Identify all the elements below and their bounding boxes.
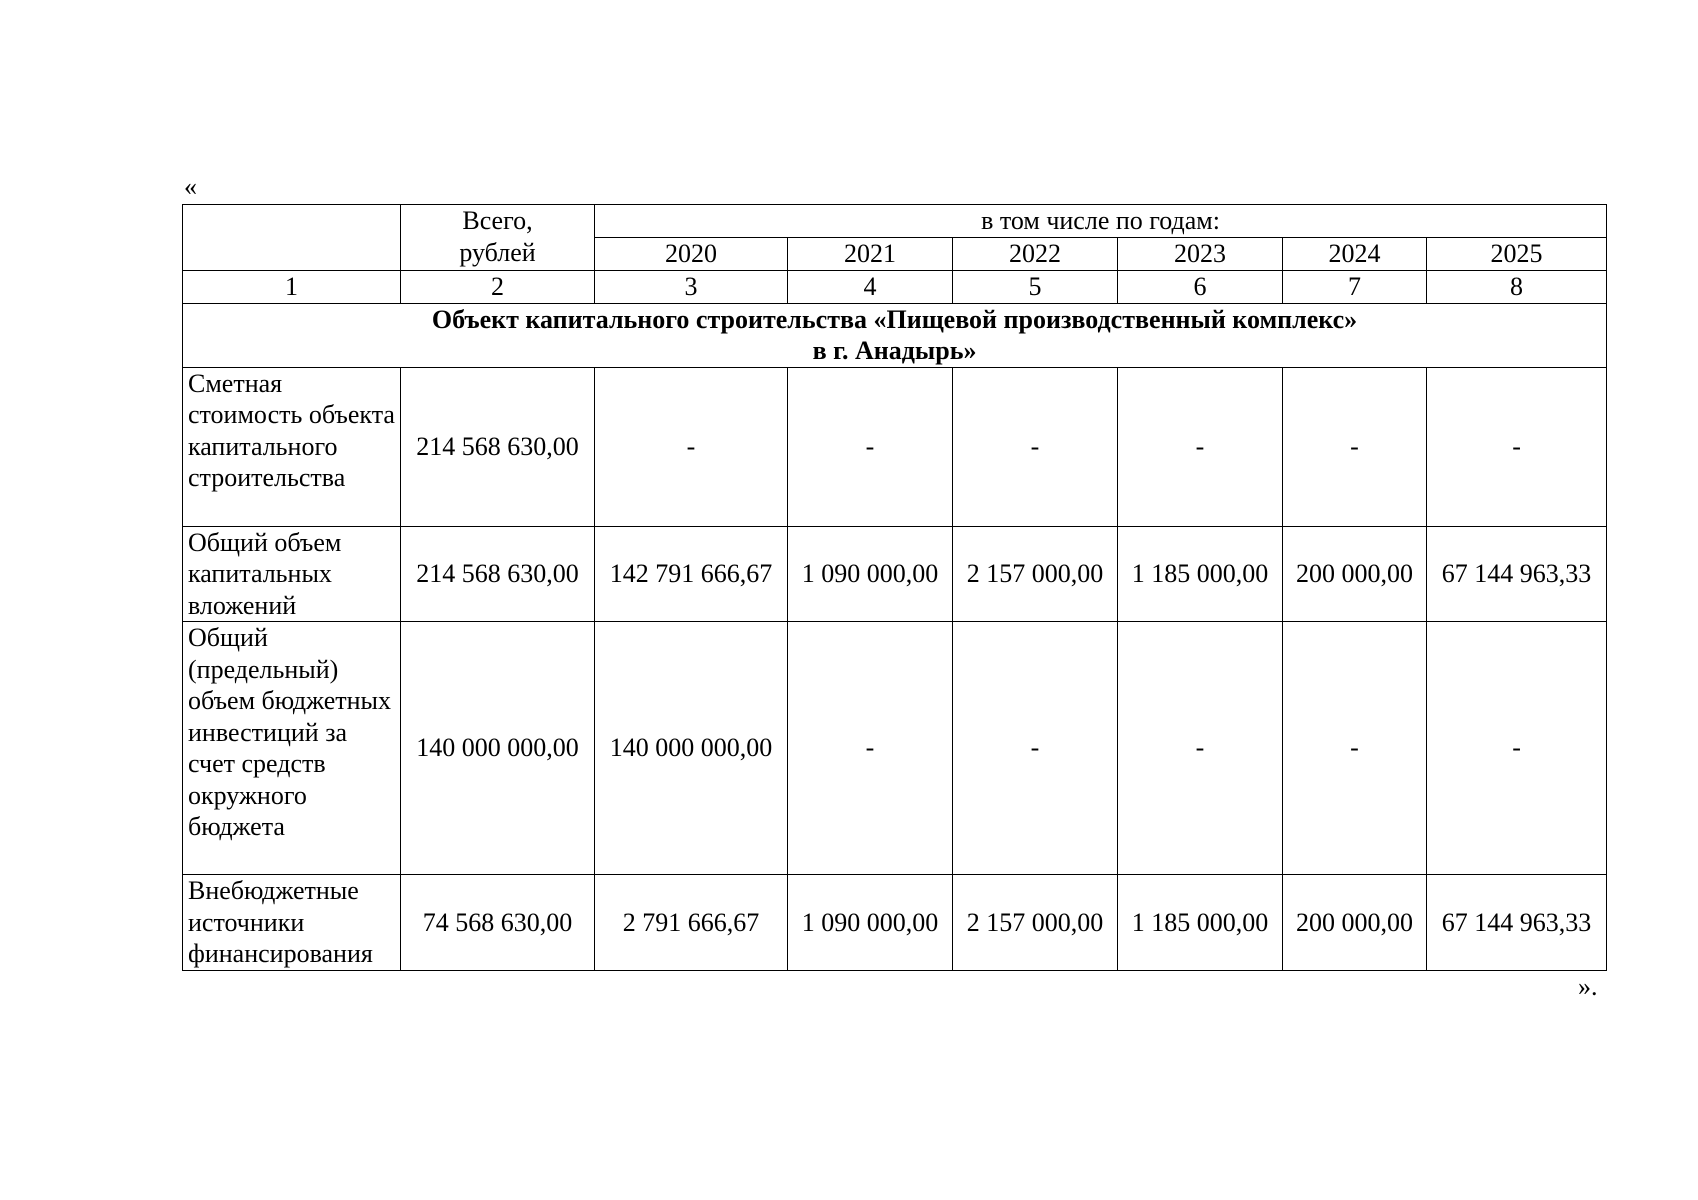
row-value-2020: 142 791 666,67 [595, 526, 788, 622]
header-year-2020: 2020 [595, 238, 788, 271]
table-row [183, 526, 1607, 622]
row-label: Общий (предельный) объем бюджетных инвестиций за счет средств окружного бюджета [183, 622, 401, 875]
row-value-2021: - [788, 622, 953, 875]
row-value-2022: 2 157 000,00 [953, 526, 1118, 622]
header-years-caption: в том числе по годам: [595, 205, 1607, 238]
row-value-2020: 2 791 666,67 [595, 875, 788, 971]
table-row [183, 875, 1607, 971]
object-title-line1: Объект капитального строительства «Пищевой производственный комплекс» [431, 304, 1358, 334]
row-value-2022: - [953, 367, 1118, 526]
column-number: 4 [788, 271, 953, 304]
table-row [183, 367, 1607, 526]
closing-quote-mark: ». [1578, 972, 1598, 1001]
column-number: 3 [595, 271, 788, 304]
column-number: 8 [1427, 271, 1607, 304]
row-value-2024: 200 000,00 [1283, 875, 1427, 971]
row-value-2025: 67 144 963,33 [1427, 526, 1607, 622]
row-value-2023: 1 185 000,00 [1118, 526, 1283, 622]
column-number: 1 [183, 271, 401, 304]
row-value-2024: - [1283, 367, 1427, 526]
header-year-2022: 2022 [953, 238, 1118, 271]
row-label: Внебюджетные источники финансирования [183, 875, 401, 971]
header-year-2025: 2025 [1427, 238, 1607, 271]
header-year-2023: 2023 [1118, 238, 1283, 271]
column-number: 6 [1118, 271, 1283, 304]
row-value-2023: - [1118, 622, 1283, 875]
row-value-2023: - [1118, 367, 1283, 526]
row-value-2022: - [953, 622, 1118, 875]
row-total: 140 000 000,00 [401, 622, 595, 875]
column-number-row [183, 271, 1607, 304]
object-title-row [183, 303, 1607, 367]
row-value-2024: - [1283, 622, 1427, 875]
opening-quote-mark: « [184, 172, 197, 201]
row-total: 214 568 630,00 [401, 367, 595, 526]
header-row-caption [183, 205, 1607, 238]
header-empty-cell [183, 205, 401, 271]
object-title-line2: в г. Анадырь» [812, 336, 977, 365]
header-total-line2: рублей [459, 237, 536, 267]
row-value-2021: 1 090 000,00 [788, 875, 953, 971]
row-value-2024: 200 000,00 [1283, 526, 1427, 622]
row-value-2025: 67 144 963,33 [1427, 875, 1607, 971]
row-value-2021: 1 090 000,00 [788, 526, 953, 622]
header-total-cell [401, 205, 595, 271]
header-year-2021: 2021 [788, 238, 953, 271]
row-value-2021: - [788, 367, 953, 526]
row-value-2023: 1 185 000,00 [1118, 875, 1283, 971]
header-year-2024: 2024 [1283, 238, 1427, 271]
row-value-2025: - [1427, 367, 1607, 526]
column-number: 2 [401, 271, 595, 304]
financing-table [182, 204, 1607, 971]
row-total: 74 568 630,00 [401, 875, 595, 971]
object-title [183, 303, 1607, 367]
header-total-line1: Всего, [462, 206, 533, 235]
row-value-2020: - [595, 367, 788, 526]
row-total: 214 568 630,00 [401, 526, 595, 622]
row-value-2020: 140 000 000,00 [595, 622, 788, 875]
row-label: Общий объем капитальных вложений [183, 526, 401, 622]
row-value-2022: 2 157 000,00 [953, 875, 1118, 971]
column-number: 7 [1283, 271, 1427, 304]
table-row [183, 622, 1607, 875]
row-value-2025: - [1427, 622, 1607, 875]
column-number: 5 [953, 271, 1118, 304]
row-label: Сметная стоимость объекта капитального строительства [183, 367, 401, 526]
